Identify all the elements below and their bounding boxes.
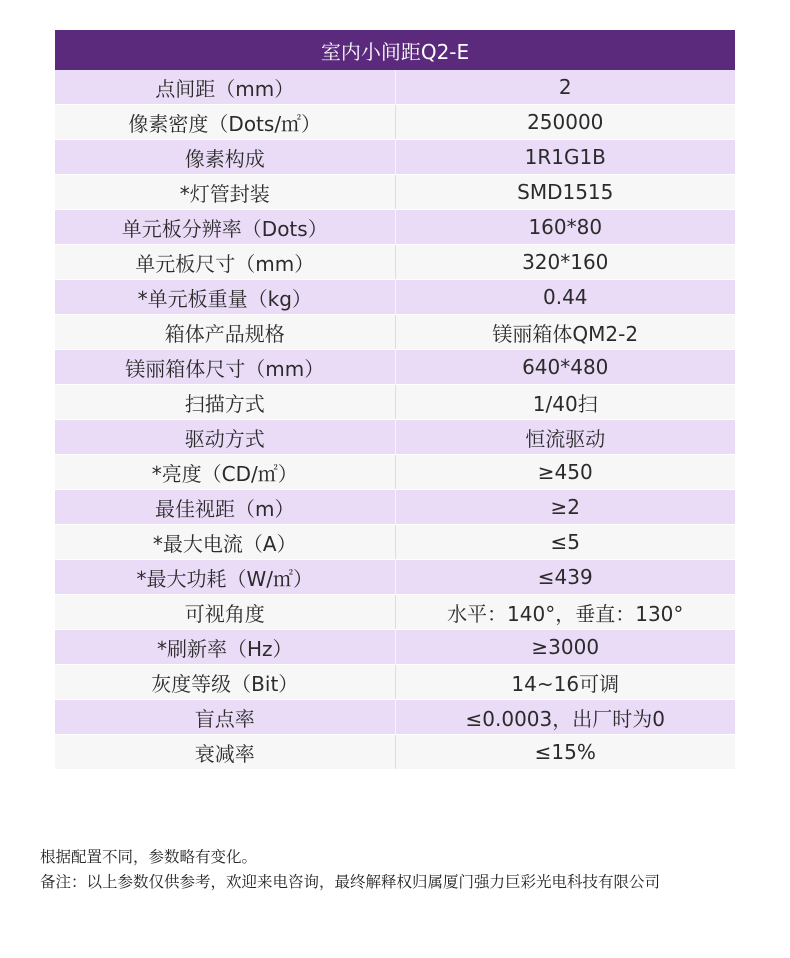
table-row — [55, 70, 735, 105]
row-value: 镁丽箱体QM2-2 — [395, 315, 735, 350]
table-row — [55, 595, 735, 630]
disclaimer-note: 备注：以上参数仅供参考，欢迎来电咨询，最终解释权归属厦门强力巨彩光电科技有限公司 — [40, 873, 661, 891]
row-label: 像素密度（Dots/㎡） — [55, 105, 395, 140]
table-row — [55, 280, 735, 315]
table-title: 室内小间距Q2-E — [55, 30, 735, 70]
row-value: 0.44 — [395, 280, 735, 315]
row-value: ≤5 — [395, 525, 735, 560]
row-label: 扫描方式 — [55, 385, 395, 420]
spec-table — [55, 30, 735, 770]
row-value: ≥2 — [395, 490, 735, 525]
row-label: 像素构成 — [55, 140, 395, 175]
table-row — [55, 560, 735, 595]
table-row — [55, 455, 735, 490]
table-row — [55, 700, 735, 735]
row-label: 驱动方式 — [55, 420, 395, 455]
row-label: *最大电流（A） — [55, 525, 395, 560]
table-row — [55, 385, 735, 420]
row-label: 最佳视距（m） — [55, 490, 395, 525]
row-value: 1R1G1B — [395, 140, 735, 175]
table-row — [55, 245, 735, 280]
row-label: 镁丽箱体尺寸（mm） — [55, 350, 395, 385]
table-row — [55, 105, 735, 140]
row-label: 可视角度 — [55, 595, 395, 630]
table-row — [55, 630, 735, 665]
table-row — [55, 140, 735, 175]
row-label: 箱体产品规格 — [55, 315, 395, 350]
row-value: ≤439 — [395, 560, 735, 595]
row-value: 2 — [395, 70, 735, 105]
row-label: 衰减率 — [55, 735, 395, 770]
row-label: 单元板尺寸（mm） — [55, 245, 395, 280]
row-label: *灯管封装 — [55, 175, 395, 210]
row-value: 320*160 — [395, 245, 735, 280]
row-value: ≥450 — [395, 455, 735, 490]
table-row — [55, 735, 735, 770]
row-value: 1/40扫 — [395, 385, 735, 420]
table-row — [55, 490, 735, 525]
row-label: *最大功耗（W/㎡） — [55, 560, 395, 595]
row-label: *亮度（CD/㎡） — [55, 455, 395, 490]
row-value: 160*80 — [395, 210, 735, 245]
row-value: SMD1515 — [395, 175, 735, 210]
row-value: 水平：140°，垂直：130° — [395, 595, 735, 630]
table-row — [55, 175, 735, 210]
row-value: 250000 — [395, 105, 735, 140]
row-label: 灰度等级（Bit） — [55, 665, 395, 700]
table-body — [55, 70, 735, 770]
row-label: *刷新率（Hz） — [55, 630, 395, 665]
table-header-row — [55, 30, 735, 70]
row-label: 单元板分辨率（Dots） — [55, 210, 395, 245]
row-value: ≤15% — [395, 735, 735, 770]
config-note: 根据配置不同，参数略有变化。 — [40, 848, 258, 866]
row-value: 14~16可调 — [395, 665, 735, 700]
row-label: 盲点率 — [55, 700, 395, 735]
row-value: ≥3000 — [395, 630, 735, 665]
row-label: *单元板重量（kg） — [55, 280, 395, 315]
notes — [40, 845, 660, 895]
row-value: ≤0.0003，出厂时为0 — [395, 700, 735, 735]
row-label: 点间距（mm） — [55, 70, 395, 105]
table-row — [55, 315, 735, 350]
table-row — [55, 210, 735, 245]
table-row — [55, 665, 735, 700]
row-value: 恒流驱动 — [395, 420, 735, 455]
table-row — [55, 350, 735, 385]
table-row — [55, 525, 735, 560]
row-value: 640*480 — [395, 350, 735, 385]
table-row — [55, 420, 735, 455]
